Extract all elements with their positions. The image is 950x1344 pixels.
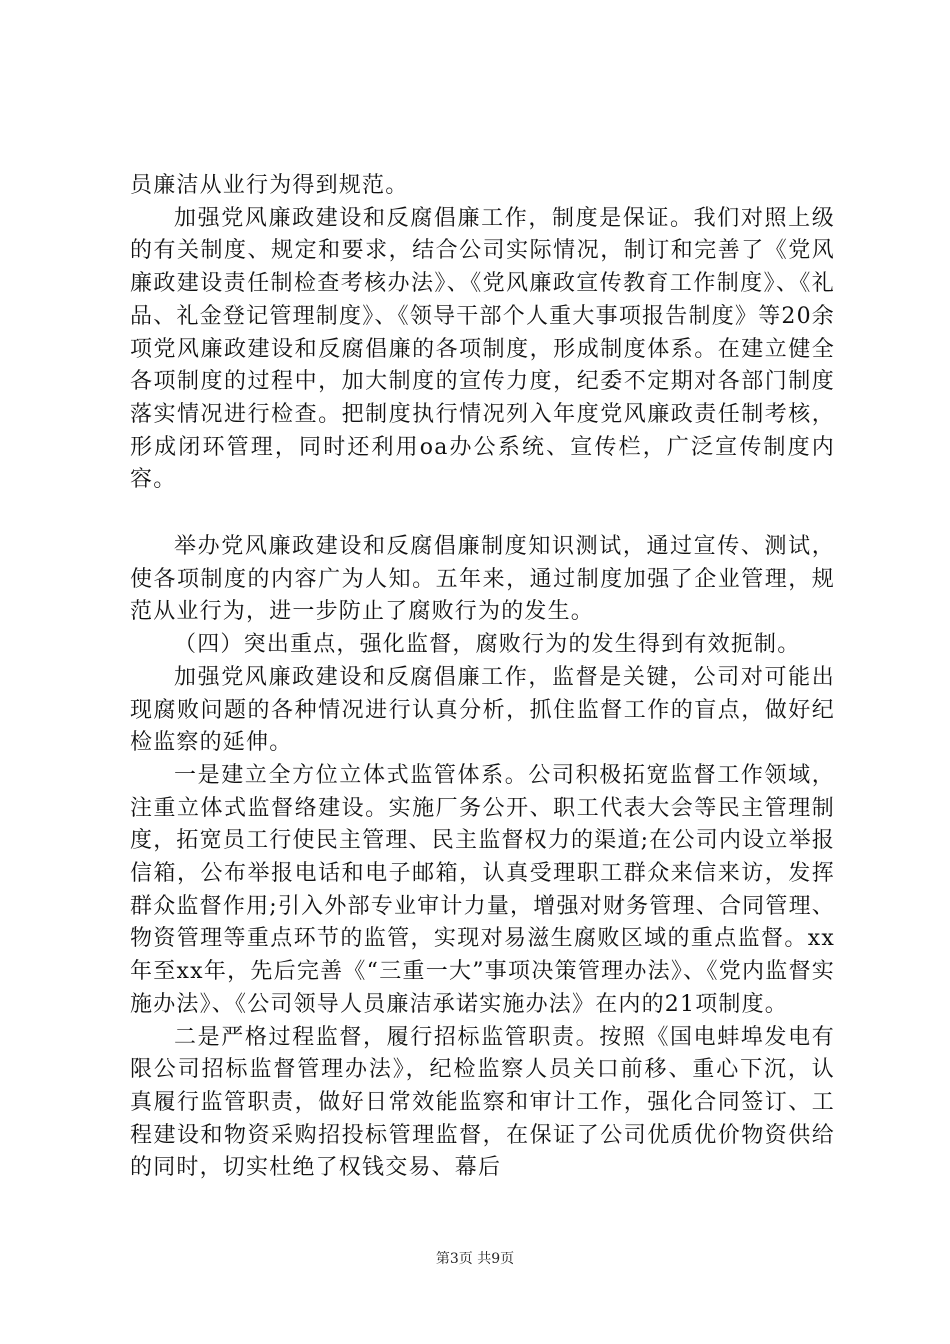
paragraph-4: 加强党风廉政建设和反腐倡廉工作，监督是关键，公司对可能出现腐败问题的各种情况进行认真分析，抓住监督工作的盲点，做好纪检监察的延伸。	[130, 664, 835, 756]
paragraph-1: 员廉洁从业行为得到规范。	[130, 173, 409, 198]
paragraph-gap	[130, 497, 835, 531]
document-body	[130, 170, 835, 1185]
paragraph-3: 举办党风廉政建设和反腐倡廉制度知识测试，通过宣传、测试，使各项制度的内容广为人知。五年来，通过制度加强了企业管理，规范从业行为，进一步防止了腐败行为的发生。	[130, 534, 835, 625]
paragraph-6: 二是严格过程监督，履行招标监管职责。按照《国电蚌埠发电有限公司招标监督管理办法》，纪检监察人员关口前移、重心下沉，认真履行监管职责，做好日常效能监察和审计工作，强化合同签订、工程建设和物资采购招投标管理监督，在保证了公司优质优价物资供给的同时，切实杜绝了权钱交易、幕后	[130, 1024, 835, 1181]
section-heading-4: （四）突出重点，强化监督，腐败行为的发生得到有效扼制。	[174, 632, 801, 658]
paragraph-5: 一是建立全方位立体式监管体系。公司积极拓宽监督工作领域，注重立体式监督络建设。实施厂务公开、职工代表大会等民主管理制度，拓宽员工行使民主管理、民主监督权力的渠道;在公司内设立举报信箱，公布举报电话和电子邮箱，认真受理职工群众来信来访，发挥群众监督作用;引入外部专业审计力量，增强对财务管理、合同管理、物资管理等重点环节的监管，实现对易滋生腐败区域的重点监督。xx年至xx年，先后完善《“三重一大”事项决策管理办法》、《党内监督实施办法》、《公司领导人员廉洁承诺实施办法》在内的21项制度。	[130, 762, 835, 1017]
paragraph-2: 加强党风廉政建设和反腐倡廉工作，制度是保证。我们对照上级的有关制度、规定和要求，结合公司实际情况，制订和完善了《党风廉政建设责任制检查考核办法》、《党风廉政宣传教育工作制度》、《礼品、礼金登记管理制度》、《领导干部个人重大事项报告制度》等20余项党风廉政建设和反腐倡廉的各项制度，形成制度体系。在建立健全各项制度的过程中，加大制度的宣传力度，纪委不定期对各部门制度落实情况进行检查。把制度执行情况列入年度党风廉政责任制考核，形成闭环管理，同时还利用oa办公系统、宣传栏，广泛宣传制度内容。	[130, 205, 835, 493]
page-footer: 第3页 共9页	[435, 1251, 515, 1267]
